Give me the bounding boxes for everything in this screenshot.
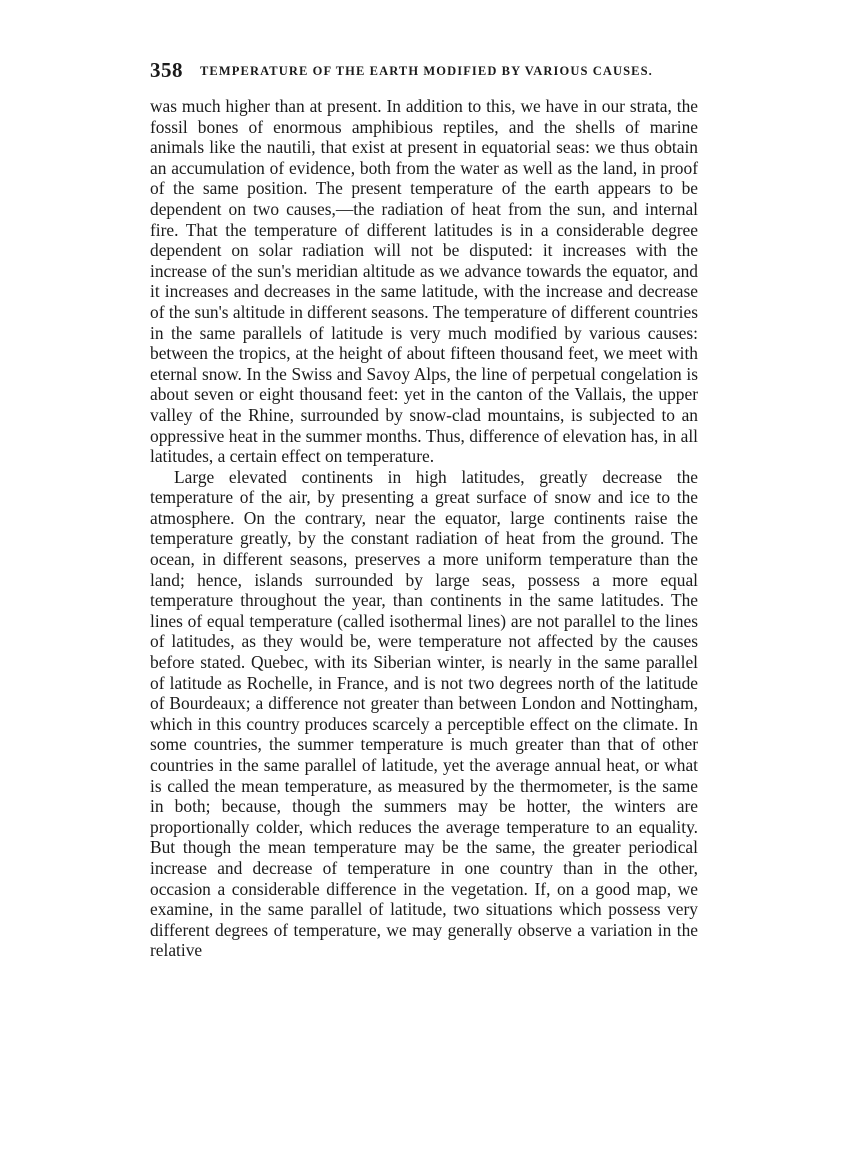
paragraph-large-elevated-continents: Large elevated continents in high latitudes, greatly decrease the temperature of the air, by presenting a great surface of snow and ice to the atmosphere. On the contrary, near the equator, large continents raise the temperature greatly, by the constant radiation of heat from the ground. The ocean, in different seasons, preserves a more uniform temperature than the land; hence, islands surrounded by large seas, possess a more equal temperature throughout the year, than continents in the same latitudes. The lines of equal temperature (called isothermal lines) are not parallel to the lines of latitudes, as they would be, were temperature not affected by the causes before stated. Quebec, with its Siberian winter, is nearly in the same parallel of latitude as Rochelle, in France, and is not two degrees north of the latitude of Bourdeaux; a difference not greater than between London and Nottingham, which in this country produces scarcely a perceptible effect on the climate. In some countries, the summer temperature is much greater than that of other countries in the same parallel of latitude, yet the average annual heat, or what is called the mean temperature, as measured by the thermometer, is the same in both; because, though the summers may be hotter, the winters are proportionally colder, which reduces the average temperature to an equality. But though the mean temperature may be the same, the greater periodical increase and decrease of temperature in one country than in the other, occasion a considerable difference in the vegetation. If, on a good map, we examine, in the same parallel of latitude, two situations which possess very different degrees of temperature, we may generally observe a variation in the relative xyxy=(150,466,698,961)
paragraph-continued: was much higher than at present. In addition to this, we have in our strata, the fossil bones of enormous amphibious reptiles, and the shells of marine animals like the nautili, that exist at present in equatorial seas: we thus obtain an accumulation of evidence, both from the water as well as the land, in proof of the same position. The present temperature of the earth appears to be dependent on two causes,—the radiation of heat from the sun, and internal fire. That the temperature of different latitudes is in a considerable degree dependent on solar radiation will not be disputed: it increases with the increase of the sun's meridian altitude as we advance towards the equator, and it increases and decreases in the same latitude, with the increase and decrease of the sun's altitude in different seasons. The temperature of different countries in the same parallels of latitude is very much modified by various causes: between the tropics, at the height of about fifteen thousand feet, we meet with eternal snow. In the Swiss and Savoy Alps, the line of perpetual congelation is about seven or eight thousand feet: yet in the canton of the Vallais, the upper valley of the Rhine, surrounded by snow-clad mountains, is subjected to an oppressive heat in the summer months. Thus, difference of elevation has, in all latitudes, a certain effect on temperature. xyxy=(150,96,698,467)
page-number: 358 xyxy=(150,58,183,82)
running-header xyxy=(150,58,703,88)
body-text xyxy=(150,96,698,961)
running-title: TEMPERATURE OF THE EARTH MODIFIED BY VARIOUS CAUSES. xyxy=(200,64,653,78)
